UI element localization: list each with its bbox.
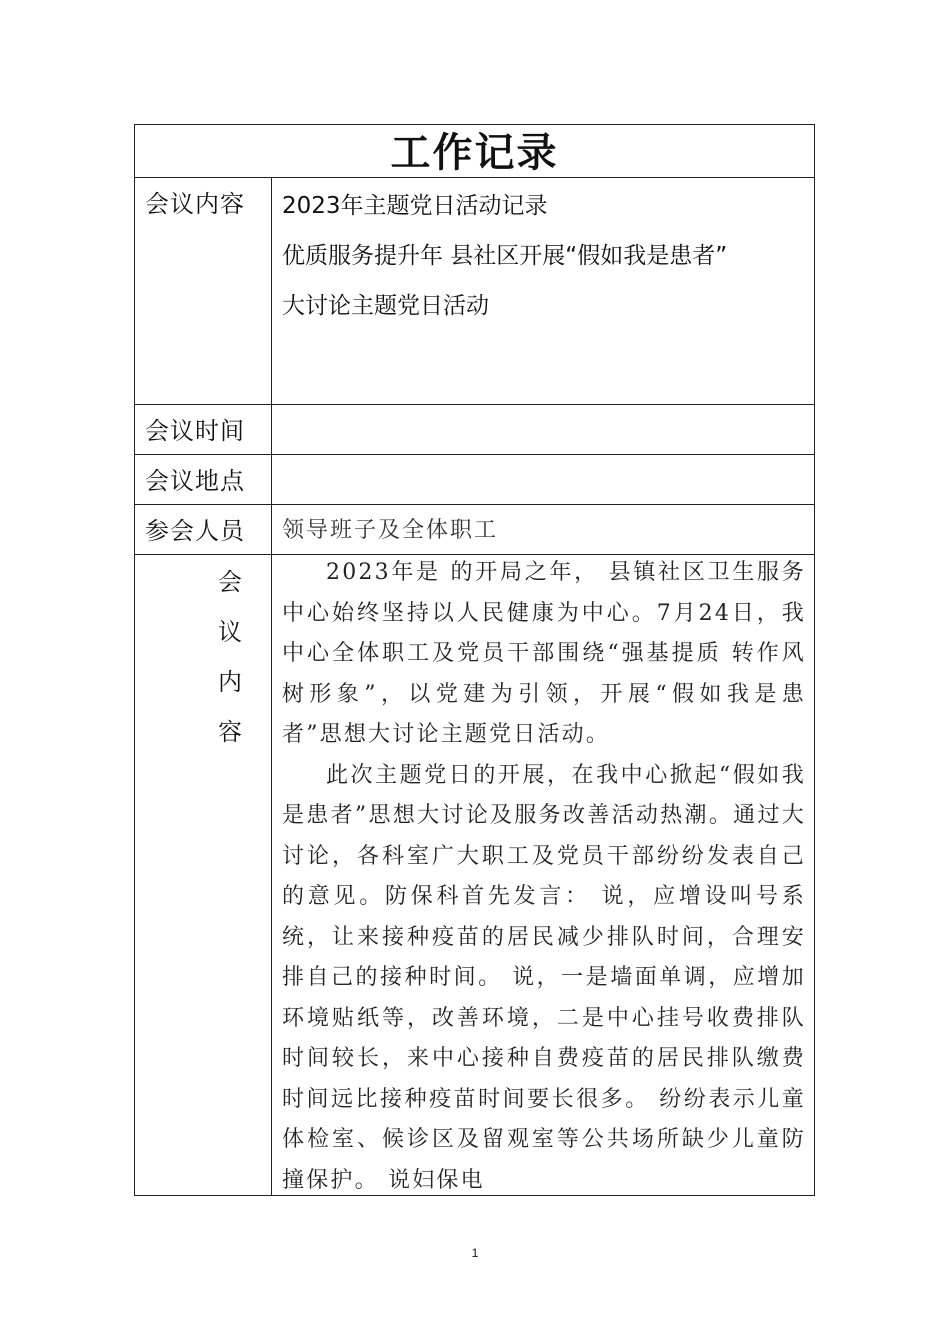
meeting-topic — [282, 181, 806, 331]
vertical-content-label — [215, 557, 245, 757]
vertical-char: 容 — [218, 718, 242, 746]
time-label: 会议时间 — [145, 417, 245, 445]
meeting-topic-line: 2023年主题党日活动记录 — [282, 193, 548, 219]
vertical-char: 议 — [218, 618, 242, 646]
content-label: 会议内容 — [145, 190, 245, 218]
meeting-topic-line: 大讨论主题党日活动 — [282, 293, 489, 319]
page-number: 1 — [471, 1246, 479, 1260]
meeting-body — [282, 553, 806, 1201]
place-label: 会议地点 — [145, 467, 245, 495]
attendees-value: 领导班子及全体职工 — [282, 518, 499, 543]
row-divider — [135, 177, 814, 178]
column-divider — [271, 177, 272, 1195]
document-title: 工作记录 — [390, 130, 559, 176]
body-paragraph: 2023年是 的开局之年， 县镇社区卫生服务中心始终坚持以人民健康为中心。7月24日，我中心全体职工及党员干部围绕“强基提质 转作风树形象”，以党建为引领，开展“假如我是患者”思想大讨论主题党日活动。 — [282, 560, 806, 747]
attendees-label: 参会人员 — [145, 517, 245, 545]
meeting-topic-line: 优质服务提升年 县社区开展“假如我是患者” — [282, 243, 728, 269]
work-record-table — [134, 124, 815, 1196]
body-paragraph: 此次主题党日的开展，在我中心掀起“假如我是患者”思想大讨论及服务改善活动热潮。通过大讨论，各科室广大职工及党员干部纷纷发表自己的意见。防保科首先发言： 说，应增设叫号系统，让来接种疫苗的居民减少排队时间，合理安排自己的接种时间。 说，一是墙面单调，应增加环境贴纸等，改善环境，二是中心挂号收费排队时间较长，来中心接种自费疫苗的居民排队缴费时间远比接种疫苗时间要长很多。 纷纷表示儿童体检室、候诊区及留观室等公共场所缺少儿童防撞保护。 说妇保电 — [282, 762, 806, 1193]
row-divider — [135, 404, 814, 405]
vertical-char: 内 — [218, 668, 242, 696]
vertical-char: 会 — [218, 568, 242, 596]
